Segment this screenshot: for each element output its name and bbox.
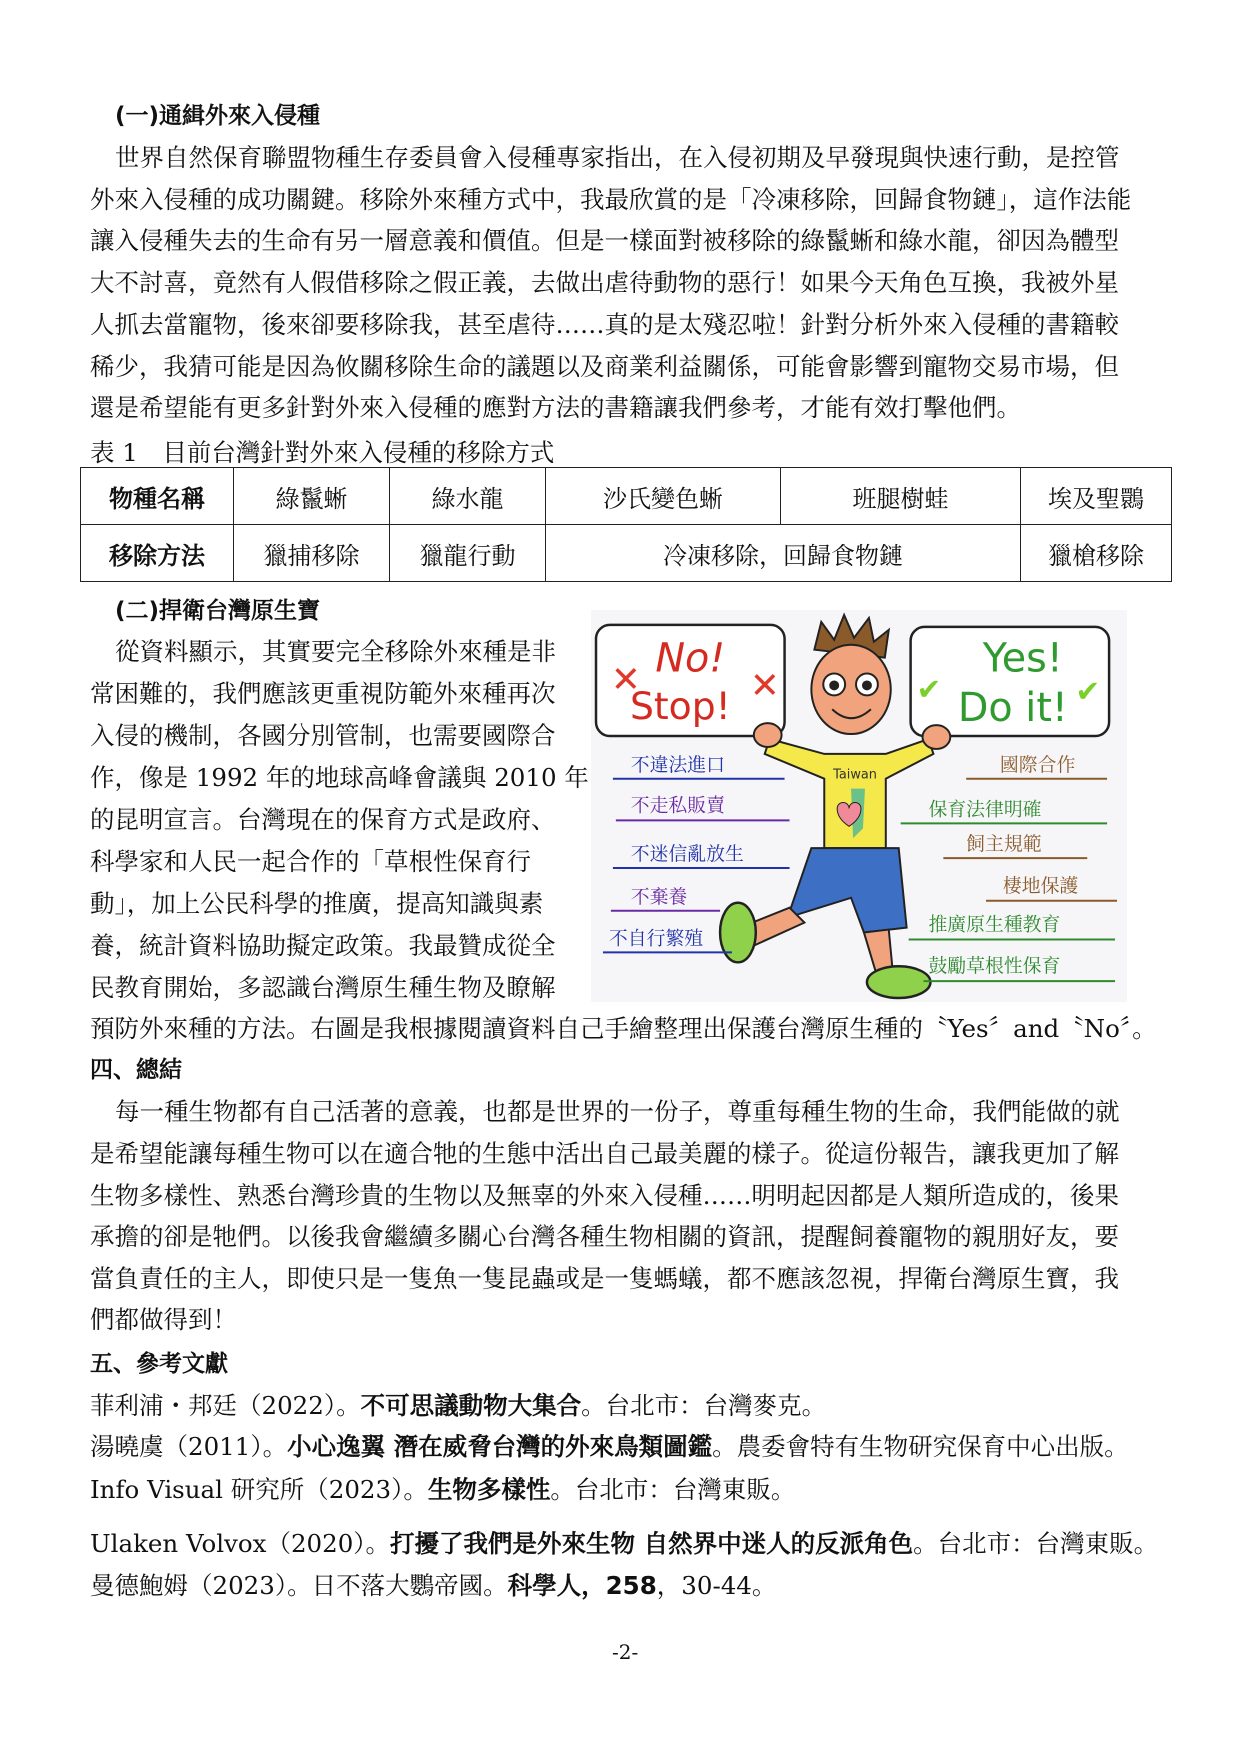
text-line: 稀少，我猜可能是因為攸關移除生命的議題以及商業利益關係，可能會影響到寵物交易市場，但	[90, 352, 1119, 381]
section2-heading: (二)捍衛台灣原生寶	[115, 598, 321, 624]
text-line: 讓入侵種失去的生命有另一層意義和價值。但是一樣面對被移除的綠鬣蜥和綠水龍，卻因為體型	[90, 226, 1119, 255]
table-cell: 獵槍移除	[1021, 525, 1172, 582]
reference-item	[90, 1475, 795, 1505]
text-line: 們都做得到！	[90, 1305, 237, 1334]
table-caption: 表 1 目前台灣針對外來入侵種的移除方式	[90, 438, 555, 467]
yes-item: 推廣原生種教育	[928, 914, 1061, 936]
ref-publisher: ，30-44。	[656, 1571, 777, 1600]
cross-icon: ✕	[610, 659, 641, 701]
text-line: 承擔的卻是牠們。以後我會繼續多關心台灣各種生物相關的資訊，提醒飼養寵物的親朋好友，要	[90, 1222, 1119, 1251]
table-header-cell: 移除方法	[81, 525, 234, 582]
text-line: 每一種生物都有自己活著的意義，也都是世界的一份子，尊重每種生物的生命，我們能做的就	[115, 1097, 1120, 1126]
no-item: 不違法進口	[630, 754, 725, 776]
reference-item	[90, 1432, 1129, 1462]
reference-item	[90, 1571, 776, 1601]
hand-drawn-illustration	[590, 610, 1128, 1002]
table-row	[81, 468, 1172, 525]
no-item: 不棄養	[630, 886, 688, 908]
text-line: 預防外來種的方法。右圖是我根據閱讀資料自己手繪整理出保護台灣原生種的〝Yes〞and〝No〞。	[90, 1014, 1157, 1043]
text-line: 常困難的，我們應該更重視防範外來種再次	[90, 679, 556, 708]
text-line: 世界自然保育聯盟物種生存委員會入侵種專家指出，在入侵初期及早發現與快速行動，是控管	[115, 143, 1120, 172]
stop-title: Stop!	[629, 684, 731, 729]
table-cell: 綠鬣蜥	[234, 468, 390, 525]
table-cell: 班腿樹蛙	[781, 468, 1021, 525]
text-line: 作，像是 1992 年的地球高峰會議與 2010 年	[90, 763, 589, 792]
no-item: 不迷信亂放生	[630, 844, 744, 866]
table-cell: 獵龍行動	[390, 525, 546, 582]
shirt-text: Taiwan	[833, 767, 877, 783]
ref-author: 菲利浦・邦廷（2022）。	[90, 1391, 361, 1420]
yes-title: Yes!	[982, 635, 1063, 682]
reference-item	[90, 1529, 1158, 1559]
yes-item: 飼主規範	[966, 834, 1042, 856]
no-item: 不走私販賣	[630, 795, 725, 817]
yes-item: 國際合作	[999, 754, 1076, 776]
ref-author: Info Visual 研究所（2023）。	[90, 1475, 428, 1504]
ref-title: 科學人，258	[507, 1571, 657, 1600]
text-line: 人抓去當寵物，後來卻要移除我，甚至虐待……真的是太殘忍啦！針對分析外來入侵種的書籍較	[90, 310, 1119, 339]
ref-publisher: 。農委會特有生物研究保育中心出版。	[712, 1432, 1129, 1461]
text-line: 大不討喜，竟然有人假借移除之假正義，去做出虐待動物的惡行！如果今天角色互換，我被外星	[90, 268, 1119, 297]
text-line: 當負責任的主人，即使只是一隻魚一隻昆蟲或是一隻螞蟻，都不應該忽視，捍衛台灣原生寶，我	[90, 1264, 1119, 1293]
text-line: 的昆明宣言。台灣現在的保育方式是政府、	[90, 805, 556, 834]
check-icon: ✔	[916, 672, 942, 708]
text-line: 科學家和人民一起合作的「草根性保育行	[90, 847, 531, 876]
reference-item	[90, 1391, 826, 1421]
ref-publisher: 。台北市：台灣東販。	[913, 1529, 1159, 1558]
ref-publisher: 。台北市：台灣麥克。	[581, 1391, 827, 1420]
page-number: -2-	[612, 1640, 639, 1664]
ref-author: Ulaken Volvox（2020）。	[90, 1529, 391, 1558]
text-line: 民教育開始，多認識台灣原生種生物及瞭解	[90, 973, 556, 1002]
text-line: 從資料顯示，其實要完全移除外來種是非	[115, 637, 556, 666]
table-header-cell: 物種名稱	[81, 468, 234, 525]
text-line: 是希望能讓每種生物可以在適合牠的生態中活出自己最美麗的樣子。從這份報告，讓我更加了解	[90, 1139, 1119, 1168]
text-line: 入侵的機制，各國分別管制，也需要國際合	[90, 721, 556, 750]
no-title: No!	[655, 635, 726, 682]
section5-heading: 五、參考文獻	[90, 1351, 228, 1377]
table-cell: 埃及聖䴉	[1021, 468, 1172, 525]
ref-title: 不可思議動物大集合	[360, 1391, 582, 1420]
text-line: 養，統計資料協助擬定政策。我最贊成從全	[90, 931, 556, 960]
text-line: 還是希望能有更多針對外來入侵種的應對方法的書籍讓我們參考，才能有效打擊他們。	[90, 393, 1021, 422]
ref-title: 生物多樣性	[427, 1475, 551, 1504]
section4-heading: 四、總結	[90, 1057, 182, 1083]
table-cell: 冷凍移除，回歸食物鏈	[546, 525, 1021, 582]
section1-heading: (一)通緝外來入侵種	[115, 103, 321, 129]
ref-title: 小心逸翼 潛在威脅台灣的外來鳥類圖鑑	[287, 1432, 713, 1461]
text-line: 外來入侵種的成功關鍵。移除外來種方式中，我最欣賞的是「冷凍移除，回歸食物鏈」，這作法能	[90, 185, 1132, 214]
yes-item: 鼓勵草根性保育	[928, 956, 1061, 978]
removal-methods-table	[80, 467, 1172, 582]
ref-author: 曼德鮑姆（2023）。日不落大鸚帝國。	[90, 1571, 508, 1600]
table-cell: 獵捕移除	[234, 525, 390, 582]
do-it-title: Do it!	[957, 685, 1068, 732]
ref-title: 打擾了我們是外來生物 自然界中迷人的反派角色	[390, 1529, 914, 1558]
table-cell: 沙氏變色蜥	[546, 468, 781, 525]
cross-icon: ✕	[749, 665, 780, 707]
yes-item: 保育法律明確	[928, 799, 1042, 821]
no-item: 不自行繁殖	[608, 928, 704, 950]
check-icon: ✔	[1075, 674, 1101, 710]
yes-item: 棲地保護	[1002, 875, 1079, 897]
ref-publisher: 。台北市：台灣東販。	[550, 1475, 796, 1504]
table-cell: 綠水龍	[390, 468, 546, 525]
table-row	[81, 525, 1172, 582]
text-line: 動」，加上公民科學的推廣，提高知識與素	[90, 889, 544, 918]
ref-author: 湯曉虞（2011）。	[90, 1432, 288, 1461]
text-line: 生物多樣性、熟悉台灣珍貴的生物以及無辜的外來入侵種……明明起因都是人類所造成的，後果	[90, 1181, 1119, 1210]
